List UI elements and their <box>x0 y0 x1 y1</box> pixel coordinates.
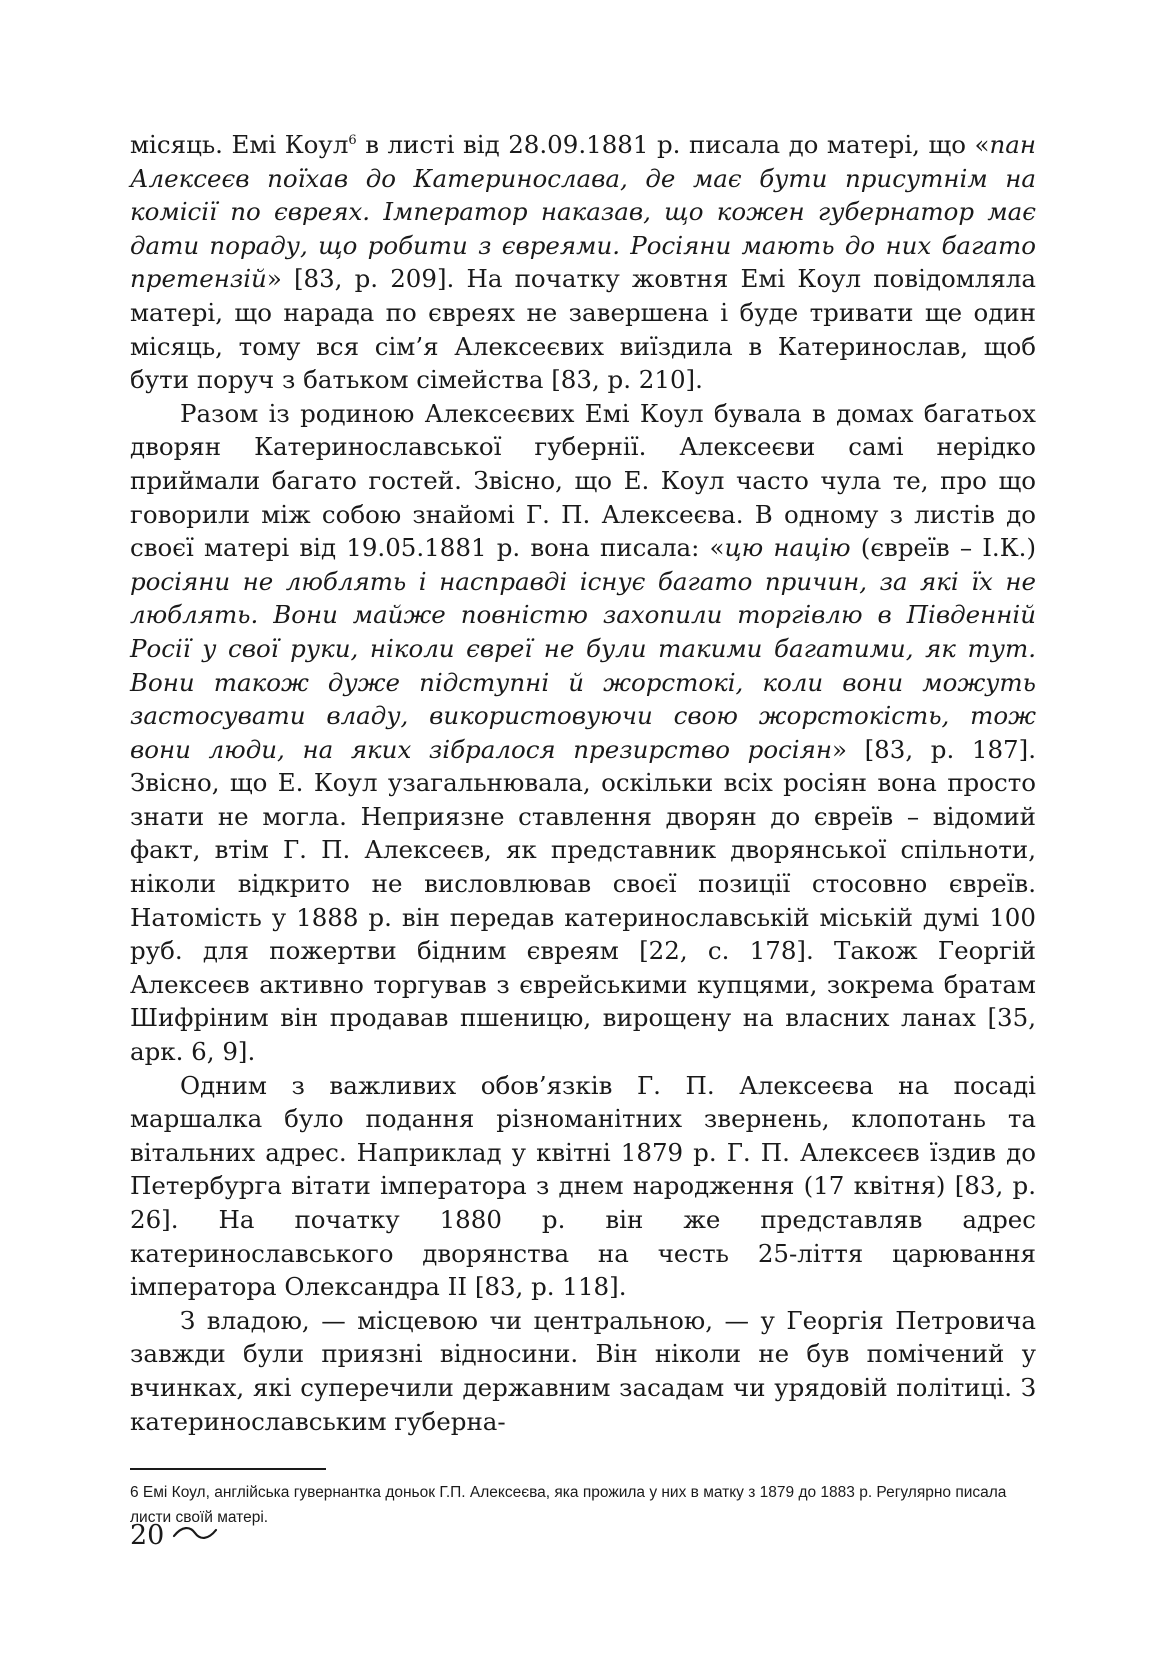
quote-text: цю націю <box>724 533 851 563</box>
text-run: Одним з важливих обов’язків Г. П. Алексеєва на посаді маршалка було подання різноманітних звернень, клопотань та вітальних адрес. Наприклад у квітні 1879 р. Г. П. Алексеєв їздив до Петербурга вітати імператора з днем народження (17 квітня) [83, р. 26]. На початку 1880 р. він же представляв адрес катеринославського дворянства на честь 25-ліття царювання імператора Олександра II [83, р. 118]. <box>130 1070 1036 1302</box>
quote-text: росіяни не люблять і насправді існує багато причин, за які їх не люблять. Вони майже повністю захопили торгівлю в Південній Росії у свої руки, ніколи євреї не були такими багатими, як тут. Вони також дуже підступні й жорстокі, коли вони можуть застосувати владу, використовуючи свою жорстокість, тож вони люди, на яких зібралося презирство росіян <box>130 566 1036 764</box>
page <box>130 128 1036 1628</box>
paragraph-1 <box>130 128 1036 397</box>
text-run: » [83, р. 187]. Звісно, що Е. Коул узагальнювала, оскільки всіх росіян вона просто знати не могла. Неприязне ставлення дворян до євреїв – відомий факт, втім Г. П. Алексеєв, як представник дворянської спільноти, ніколи відкрито не висловлював своєї позиції стосовно євреїв. Натомість у 1888 р. він передав катеринославській міській думі 100 руб. для пожертви бідним євреям [22, с. 178]. Також Георгій Алексеєв активно торгував з єврейськими купцями, зокрема братам Шифріним він продавав пшеницю, вирощену на власних ланах [35, арк. 6, 9]. <box>130 734 1036 1067</box>
paragraph-4 <box>130 1304 1036 1438</box>
paragraph-2 <box>130 397 1036 1069</box>
text-run: » [83, р. 209]. На початку жовтня Емі Коул повідомляла матері, що нарада по євреях не завершена і буде тривати ще один місяць, тому вся сім’я Алексеєвих виїздила в Катеринослав, щоб бути поруч з батьком сімейства [83, р. 210]. <box>130 264 1036 395</box>
text-run: (євреїв – І.К.) <box>850 533 1036 563</box>
paragraph-3 <box>130 1069 1036 1304</box>
footnote-ref[interactable]: 6 <box>348 132 357 148</box>
quote-text: пан Алексеєв поїхав до Катеринослава, де має бути присутнім на комісії по євреях. Імператор наказав, що кожен губернатор має дати пораду, що робити з євреями. Росіяни мають до них багато претензій <box>130 130 1037 294</box>
page-number: 20 <box>130 1519 165 1551</box>
footnote: 6 Емі Коул, англійська гувернантка доньок Г.П. Алексеєва, яка прожила у них в матку з 1879 до 1883 р. Регулярно писала листи своїй матері. <box>130 1484 1007 1526</box>
page-footer <box>130 1518 218 1552</box>
body-text <box>130 128 1036 1438</box>
text-run: в листі від 28.09.1881 р. писала до матері, що « <box>356 130 990 159</box>
text-run: З владою, — місцевою чи центральною, — у Георгія Петровича завжди були приязні відносини. Він ніколи не був помічений у вчинках, які суперечили державним засадам чи урядовій політиці. З катеринославським губерна- <box>130 1305 1036 1436</box>
tilde-ornament-icon <box>172 1525 218 1546</box>
text-run: місяць. Емі Коул <box>130 130 349 159</box>
text-run: Разом із родиною Алексеєвих Емі Коул бувала в домах багатьох дворян Катеринославської губернії. Алексеєви самі нерідко приймали багато гостей. Звісно, що Е. Коул часто чула те, про що говорили між собою знайомі Г. П. Алексеєва. В одному з листів до своєї матері від 19.05.1881 р. вона писала: « <box>130 398 1036 563</box>
footnote-divider <box>130 1468 326 1470</box>
